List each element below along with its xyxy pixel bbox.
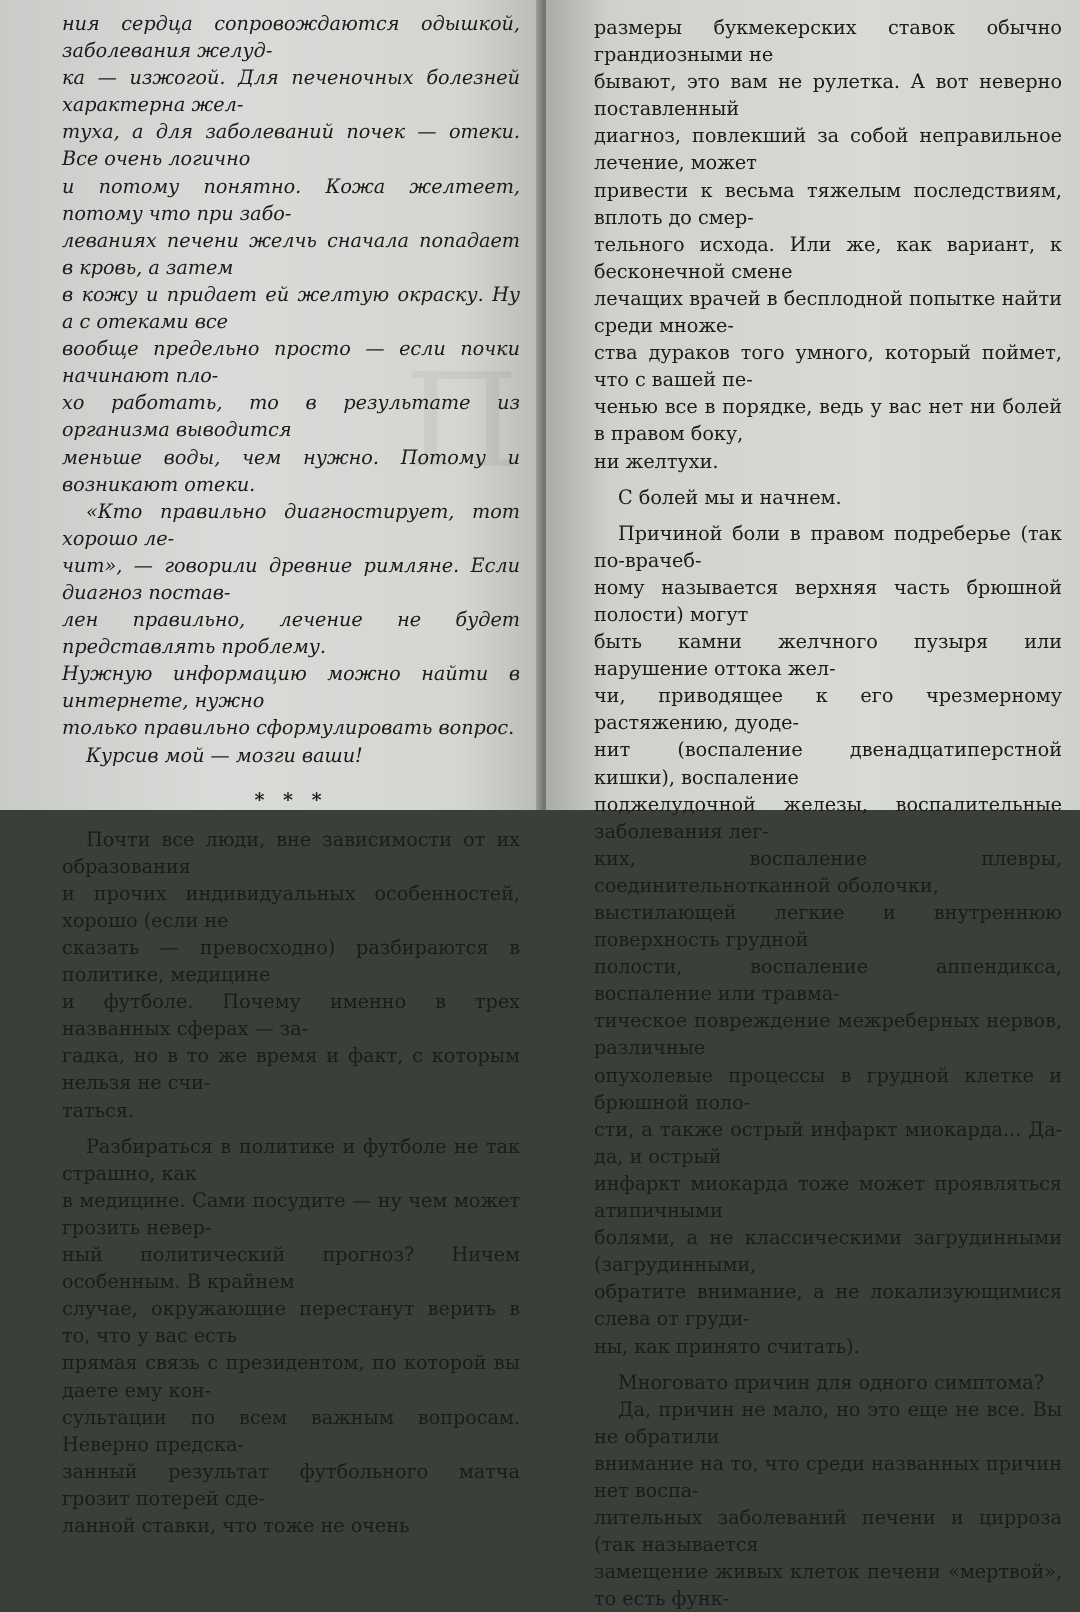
right-page: [546, 0, 1080, 1611]
section-separator: * * *: [254, 788, 328, 811]
body-paragraph: Многовато причин для одного симптома?: [618, 1370, 1045, 1394]
body-paragraph: Причиной боли в правом подреберье (так по-врачеб- ному называется верхняя часть брюшной полости) могут быть камни желчного пузыря или нарушение оттока жел- чи, приводящее к его чрезмерному растяжению, дуоде- нит (воспаление двенадцатиперстной кишки), воспаление поджелудочной железы, воспалительные заболевания лег- ких, воспаление плевры, соединительнотканной оболочки, выстилающей легкие и внутреннюю поверхность грудной полости, воспаление аппендикса, воспаление или травма- тическое повреждение межреберных нервов, различные опухолевые процессы в грудной клетке и брюшной поло- сти, а также острый инфаркт миокарда... Да-да, и острый инфаркт миокарда тоже может проявляться атипичными болями, а не классическими загрудинными (загрудинными, обратите внимание, а не локализующимися слева от груди- ны, как принято считать).: [594, 521, 1062, 1358]
body-paragraph: размеры букмекерских ставок обычно грандиозными не бывают, это вам не рулетка. А вот неверно поставленный диагноз, повлекший за собой неправильное лечение, может привести к весьма тяжелым последствиям, вплоть до смер- тельного исхода. Или же, как вариант, к бесконечной смене лечащих врачей в бесплодной попытке найти среди множе- ства дураков того умного, который поймет, что с вашей пе- ченью все в порядке, ведь у вас нет ни болей в правом боку, ни желтухи.: [594, 16, 1062, 473]
left-page: [0, 0, 542, 1537]
bleed-through-glyph: П: [405, 345, 519, 497]
remark-paragraph: Курсив мой — мозги ваши!: [86, 743, 363, 767]
body-paragraph: Да, причин не мало, но это еще не все. Вы не обратили внимание на то, что среди названных причин нет воспа- лительных заболеваний печени и цирроза (так называется замещение живых клеток печени «мертвой», то есть функ-: [594, 1397, 1062, 1611]
italic-paragraph: ния сердца сопровождаются одышкой, заболевания желуд- ка — изжогой. Для печеночных болезней характерна жел- туха, а для заболеваний почек — отеки. Все очень логично и потому понятно. Кожа желтеет, потому что при забо- леваниях печени желчь сначала попадает в кровь, а затем в кожу и придает ей желтую окраску. Ну а с отеками все вообще предельно просто — если почки начинают пло- хо работать, то в результате из организма выводится меньше воды, чем нужно. Потому и возникают отеки.: [62, 12, 520, 496]
body-paragraph: Разбираться в политике и футболе не так страшно, как в медицине. Сами посудите — ну чем может грозить невер- ный политический прогноз? Ничем особенным. В крайнем случае, окружающие перестанут верить в то, что у вас есть прямая связь с президентом, по которой вы даете ему кон- сультации по всем важным вопросам. Неверно предска- занный результат футбольного матча грозит потерей сде- ланной ставки, что тоже не очень: [62, 1134, 520, 1537]
quote-paragraph: «Кто правильно диагностирует, тот хорошо ле- чит», — говорили древние римляне. Если диагноз постав- лен правильно, лечение не будет представлять проблему. Нужную информацию можно найти в интернете, нужно только правильно сформулировать вопрос.: [62, 499, 520, 740]
body-paragraph: С болей мы и начнем.: [618, 485, 842, 509]
body-paragraph: Почти все люди, вне зависимости от их образования и прочих индивидуальных особенностей, хорошо (если не сказать — превосходно) разбираются в политике, медицине и футболе. Почему именно в трех названных сферах — за- гадка, но в то же время и факт, с которым нельзя не счи- таться.: [62, 827, 520, 1122]
